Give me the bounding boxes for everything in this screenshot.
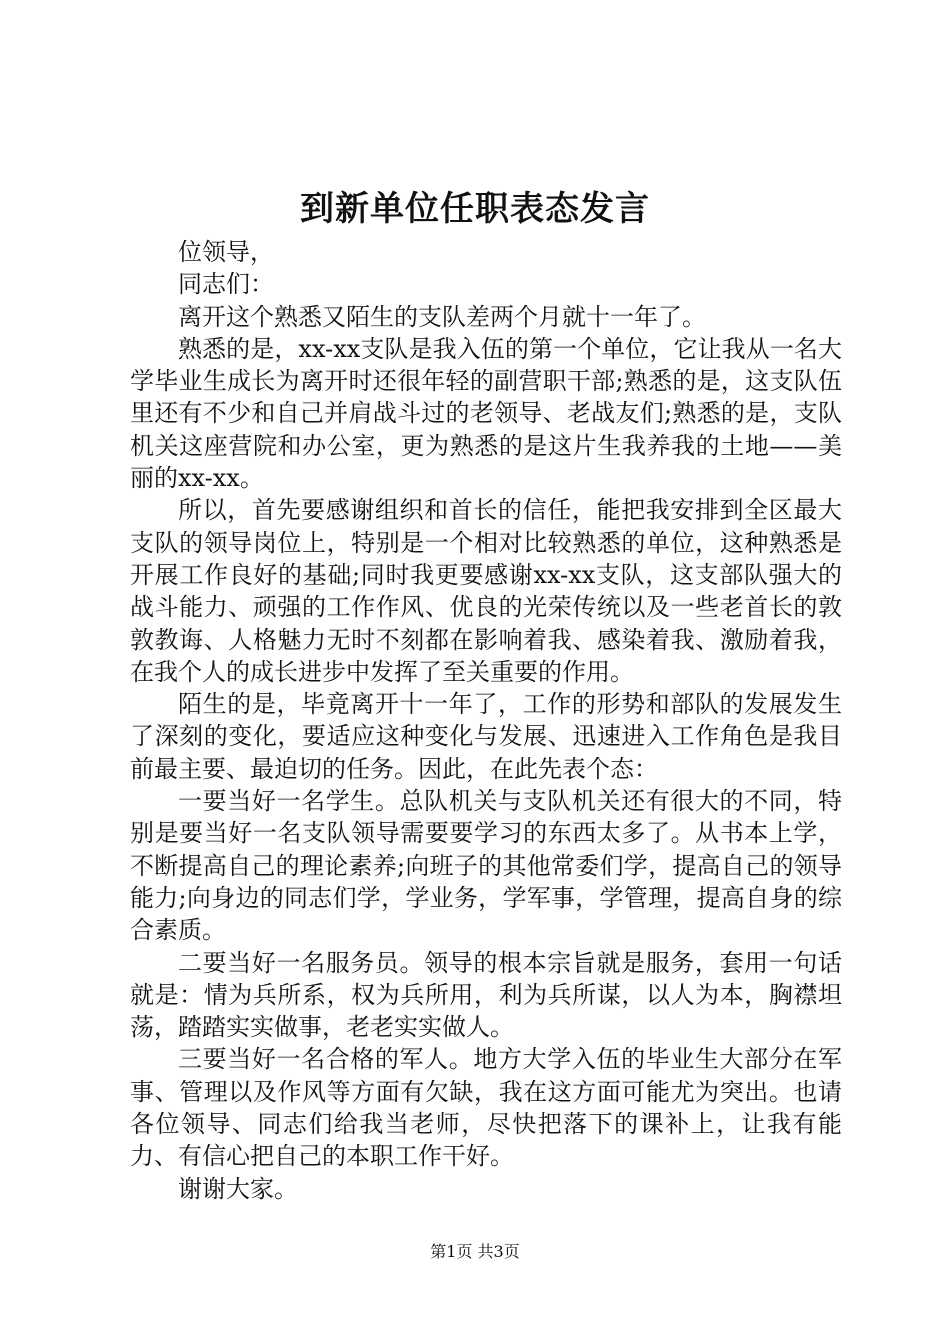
document-body (130, 236, 842, 1205)
paragraph-intro: 离开这个熟悉又陌生的支队差两个月就十一年了。 (178, 302, 706, 331)
paragraph-thanks: 所以，首先要感谢组织和首长的信任，能把我安排到全区最大支队的领导岗位上，特别是一个相对比较熟悉的单位，这种熟悉是开展工作良好的基础;同时我更要感谢xx-xx支队，这支部队强大的战斗能力、顽强的工作作风、优良的光荣传统以及一些老首长的敦敦教诲、人格魅力无时不刻都在影响着我、感染着我、激励着我，在我个人的成长进步中发挥了至关重要的作用。 (130, 496, 842, 686)
document-title: 到新单位任职表态发言 (300, 189, 650, 229)
salutation-leaders: 位领导， (178, 238, 274, 266)
paragraph-servant: 二要当好一名服务员。领导的根本宗旨就是服务，套用一句话就是：情为兵所系，权为兵所用，利为兵所谋，以人为本，胸襟坦荡，踏踏实实做事，老老实实做人。 (130, 948, 842, 1042)
salutation-comrades: 同志们： (178, 270, 274, 299)
paragraph-student: 一要当好一名学生。总队机关与支队机关还有很大的不同，特别是要当好一名支队领导需要要学习的东西太多了。从书本上学，不断提高自己的理论素养;向班子的其他常委们学，提高自己的领导能力;向身边的同志们学，学业务，学军事，学管理，提高自身的综合素质。 (130, 787, 842, 945)
paragraph-closing: 谢谢大家。 (178, 1174, 298, 1203)
page-number-footer: 第1页 共3页 (430, 1242, 520, 1261)
paragraph-unfamiliar: 陌生的是，毕竟离开十一年了，工作的形势和部队的发展发生了深刻的变化，要适应这种变化与发展、迅速进入工作角色是我目前最主要、最迫切的任务。因此，在此先表个态： (130, 690, 842, 783)
paragraph-familiar: 熟悉的是，xx-xx支队是我入伍的第一个单位，它让我从一名大学毕业生成长为离开时还很年轻的副营职干部;熟悉的是，这支队伍里还有不少和自己并肩战斗过的老领导、老战友们;熟悉的是，支队机关这座营院和办公室，更为熟悉的是这片生我养我的土地——美丽的xx-xx。 (130, 334, 842, 493)
paragraph-soldier: 三要当好一名合格的军人。地方大学入伍的毕业生大部分在军事、管理以及作风等方面有欠缺，我在这方面可能尤为突出。也请各位领导、同志们给我当老师，尽快把落下的课补上，让我有能力、有信心把自己的本职工作干好。 (130, 1045, 842, 1171)
